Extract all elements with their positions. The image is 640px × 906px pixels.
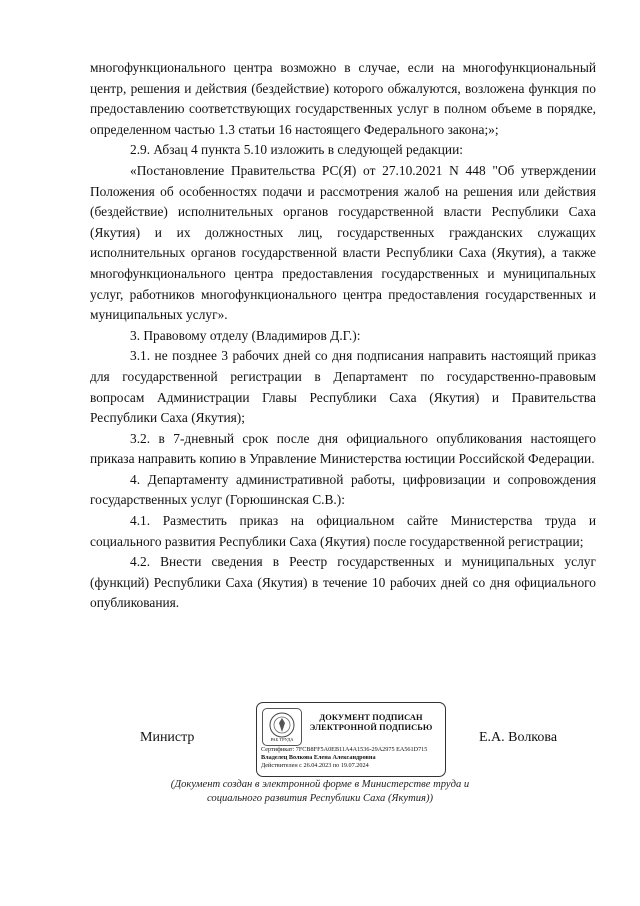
footnote: (Документ создан в электронной форме в Министерстве труда и социального развития Республики Саха (Якутия)) xyxy=(170,779,470,804)
paragraph: 3.1. не позднее 3 рабочих дней со дня подписания направить настоящий приказ для государственной регистрации в Департамент по государственно-правовым вопросам Администрации Главы Республики Саха (Якутия) и Правительства Республики Саха (Якутия); xyxy=(90,348,596,426)
paragraph: 4.1. Разместить приказ на официальном сайте Министерства труда и социального развития Республики Саха (Якутия) после государственной регистрации; xyxy=(90,513,596,549)
paragraph: 4.2. Внести сведения в Реестр государственных и муниципальных услуг (функций) Республики Саха (Якутия) в течение 10 рабочих дней со дня официального опубликования. xyxy=(90,554,596,611)
paragraph: многофункционального центра возможно в случае, если на многофункциональный центр, решения и действия (бездействие) которого обжалуются, возложена функция по предоставлению соответствующих государственных услуг в полном объеме в порядке, определенном частью 1.3 статьи 16 настоящего Федерального закона;»; xyxy=(90,60,596,137)
paragraph: 2.9. Абзац 4 пункта 5.10 изложить в следующей редакции: xyxy=(130,142,463,158)
stamp-details xyxy=(261,746,427,770)
paragraph: 3. Правовому отделу (Владимиров Д.Г.): xyxy=(130,327,361,343)
signature-block xyxy=(0,700,640,780)
seal-icon xyxy=(262,708,302,746)
signatory-name: Е.А. Волкова xyxy=(479,730,558,745)
certificate-validity: Действителен с 26.04.2023 по 19.07.2024 xyxy=(261,762,369,769)
signatory-position: Министр xyxy=(140,730,195,745)
document-body xyxy=(90,58,596,614)
certificate-owner: Владелец Волкова Елена Александровна xyxy=(261,754,376,761)
stamp-title: ДОКУМЕНТ ПОДПИСАН ЭЛЕКТРОННОЙ ПОДПИСЬЮ xyxy=(309,713,433,732)
paragraph: 3.2. в 7-дневный срок после дня официального опубликования настоящего приказа направить копию в Управление Министерства юстиции Российской Федерации. xyxy=(90,430,596,467)
digital-signature-stamp xyxy=(256,702,446,777)
paragraph: 4. Департаменту административной работы, цифровизации и сопровождения государственных услуг (Горюшинская С.В.): xyxy=(90,471,596,508)
seal-label: РАБ ТРУДА xyxy=(270,737,294,742)
paragraph: «Постановление Правительства РС(Я) от 27.10.2021 N 448 "Об утверждении Положения об особенностях подачи и рассмотрения жалоб на решения или действия (бездействие) исполнительных органов государственной власти Республики Саха (Якутия) и их должностных лиц, государственных гражданских служащих исполнительных органов государственной власти Республики Саха (Якутия), а также многофункционального центра предоставления государственных и муниципальных услуг, работников многофункционального центра предоставления государственных и муниципальных услуг». xyxy=(90,162,596,323)
certificate-number: Сертификат: 7FCB8FF5A0EB11A4A1536-29A2975 EA561D715 xyxy=(261,746,428,753)
